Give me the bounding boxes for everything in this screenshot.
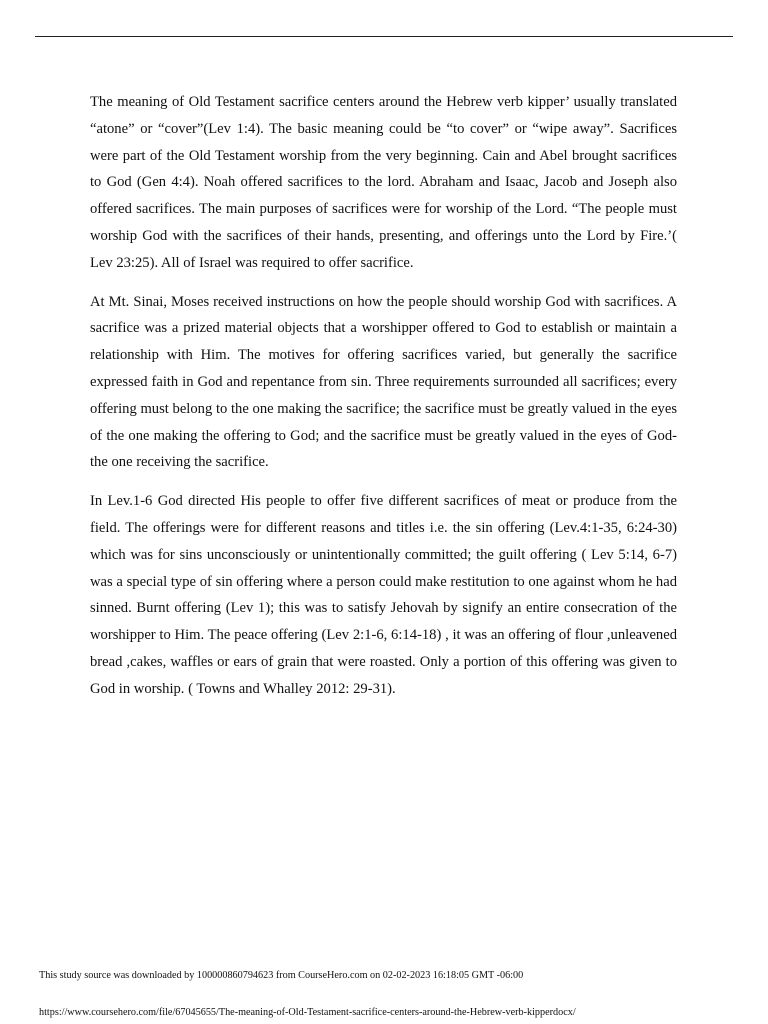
source-url-link[interactable]: https://www.coursehero.com/file/67045655/The-meaning-of-Old-Testament-sacrifice-centers-around-the-Hebrew-verb-kipperdocx/ bbox=[39, 1007, 576, 1018]
document-body bbox=[90, 89, 677, 715]
paragraph-meaning-of-sacrifice: The meaning of Old Testament sacrifice centers around the Hebrew verb kipper’ usually translated “atone” or “cover”(Lev 1:4). The basic meaning could be “to cover” or “wipe away”. Sacrifices were part of the Old Testament worship from the very beginning. Cain and Abel brought sacrifices to God (Gen 4:4). Noah offered sacrifices to the lord. Abraham and Isaac, Jacob and Joseph also offered sacrifices. The main purposes of sacrifices were for worship of the Lord. “The people must worship God with the sacrifices of their hands, presenting, and offerings unto the Lord by Fire.’( Lev 23:25). All of Israel was required to offer sacrifice. bbox=[90, 94, 677, 271]
header-divider bbox=[35, 36, 733, 37]
download-source-note: This study source was downloaded by 100000860794623 from CourseHero.com on 02-02-2023 16:18:05 GMT -06:00 bbox=[39, 970, 524, 981]
paragraph-five-offerings: In Lev.1-6 God directed His people to offer five different sacrifices of meat or produce from the field. The offerings were for different reasons and titles i.e. the sin offering (Lev.4:1-35, 6:24-30) which was for sins unconsciously or unintentionally committed; the guilt offering ( Lev 5:14, 6-7) was a special type of sin offering where a person could make restitution to one against whom he had sinned. Burnt offering (Lev 1); this was to satisfy Jehovah by signify an entire consecration of the worshipper to Him. The peace offering (Lev 2:1-6, 6:14-18) , it was an offering of flour ,unleavened bread ,cakes, waffles or ears of grain that were roasted. Only a portion of this offering was given to God in worship. ( Towns and Whalley 2012: 29-31). bbox=[90, 493, 677, 697]
paragraph-mt-sinai: At Mt. Sinai, Moses received instructions on how the people should worship God with sacrifices. A sacrifice was a prized material objects that a worshipper offered to God to establish or maintain a relationship with Him. The motives for offering sacrifices varied, but generally the sacrifice expressed faith in God and repentance from sin. Three requirements surrounded all sacrifices; every offering must belong to the one making the sacrifice; the sacrifice must be greatly valued in the eyes of the one making the offering to God; and the sacrifice must be greatly valued in the eyes of God- the one receiving the sacrifice. bbox=[90, 293, 677, 471]
